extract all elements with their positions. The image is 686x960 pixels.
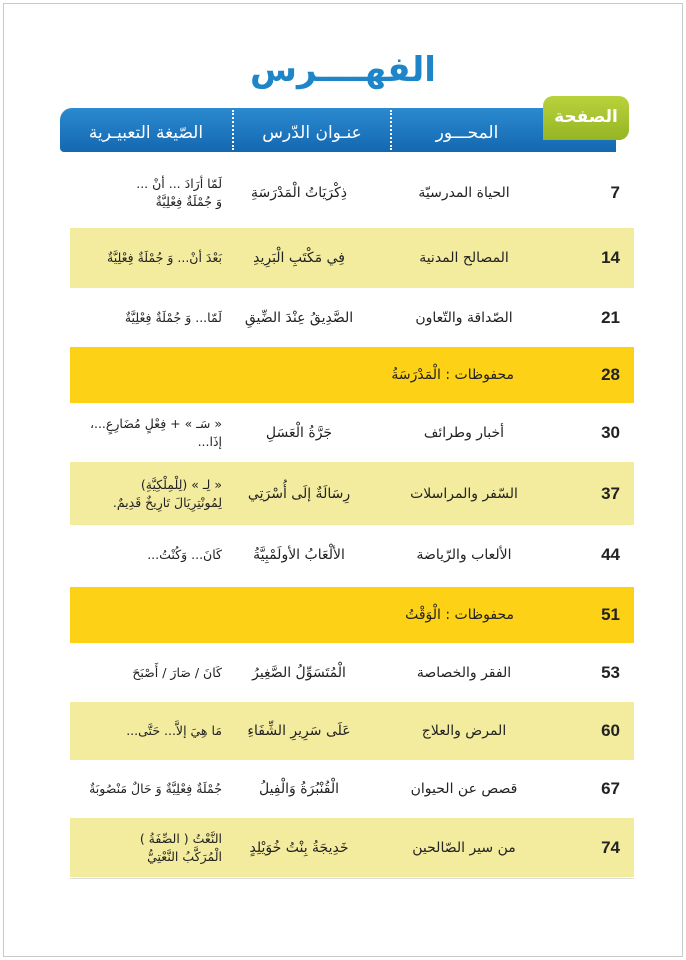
page-number: 30 <box>601 422 620 442</box>
lesson-title: الْقُنْبُرَةُ وَالْفِيلُ <box>258 780 340 797</box>
header-lesson: عنـوان الدّرس <box>262 123 362 143</box>
expression-form <box>70 818 222 877</box>
expression-form <box>70 527 222 583</box>
page-number: 37 <box>601 483 620 503</box>
toc-row <box>70 160 634 226</box>
mahfouzat-title: محفوظات : الْوَقْتُ <box>405 607 514 623</box>
expression-line: لِمُونْتِرِيَالَ تَارِيخٌ قَدِيمٌ. <box>112 494 222 510</box>
page-number: 21 <box>601 307 620 327</box>
lesson-title: فِي مَكْتَبِ الْبَرِيدِ <box>253 250 345 266</box>
lesson-title: عَلَى سَرِيرِ الشِّفَاءِ <box>247 723 351 739</box>
expression-form <box>70 290 222 345</box>
expression-form <box>70 404 222 461</box>
lesson-title: الألْعَابُ الأولَمْبِيَّةُ <box>253 547 345 563</box>
expression-line: لَمّا... وَ جُمْلَةٌ فِعْلِيَّةٌ <box>124 309 222 325</box>
lesson-title: جَرَّةُ الْعَسَلِ <box>265 424 333 441</box>
axis-name: من سير الصّالحين <box>412 839 516 856</box>
page-number: 51 <box>601 605 620 624</box>
page-number: 14 <box>601 248 620 267</box>
axis-name: الصّداقة والتّعاون <box>415 309 513 326</box>
toc-row <box>70 702 634 760</box>
page-number: 44 <box>601 545 620 564</box>
mahfouzat-title: محفوظات : الْمَدْرَسَةُ <box>391 367 514 383</box>
toc-row <box>70 645 634 700</box>
axis-name: الألعاب والرّياضة <box>416 547 512 563</box>
toc-row <box>70 762 634 815</box>
expression-line: وَ جُمْلَةٌ فِعْلِيَّةٌ <box>155 194 222 209</box>
page-title: الفهــــرس <box>250 50 436 90</box>
toc-row <box>70 527 634 583</box>
axis-name: أخبار وطرائف <box>423 424 505 441</box>
expression-line: كَانَ / صَارَ / أَصْبَحَ <box>132 664 222 680</box>
expression-form <box>70 702 222 760</box>
lesson-title: خَدِيجَةُ بِنْتُ خُوَيْلِدٍ <box>249 839 349 856</box>
axis-name: الفقر والخصاصة <box>416 664 512 681</box>
axis-name: المرض والعلاج <box>421 723 507 739</box>
expression-line: جُمْلَةٌ فِعْلِيَّةٌ وَ حَالٌ مَنْصُوبَةٌ <box>89 780 222 796</box>
page-number: 67 <box>601 778 620 798</box>
expression-line: « لِـ » (لِلْمِلْكِيَّةِ) <box>140 476 222 492</box>
table-bottom-rule <box>70 878 634 879</box>
toc-row-mahfouzat <box>70 347 634 403</box>
expression-line: إذَا... <box>197 433 222 449</box>
lesson-title: ذِكْرَيَاتُ الْمَدْرَسَةِ <box>251 185 348 201</box>
expression-line: الْمُرَكَّبُ النَّعْتِيُّ <box>147 848 222 864</box>
expression-line: « سَـ » + فِعْلٍ مُضَارِعٍ...، <box>89 415 222 431</box>
expression-form <box>70 645 222 700</box>
toc-row <box>70 228 634 288</box>
page-number: 28 <box>601 365 620 384</box>
expression-form <box>70 228 222 288</box>
page-number: 60 <box>601 721 620 740</box>
page-number: 74 <box>601 837 620 857</box>
expression-line: كَانَ... وَكُنْتُ... <box>147 547 222 562</box>
toc-row-mahfouzat <box>70 587 634 643</box>
toc-row <box>70 290 634 345</box>
expression-form <box>70 160 222 226</box>
lesson-title: الصَّدِيقُ عِنْدَ الضِّيقِ <box>244 309 354 326</box>
toc-row <box>70 818 634 877</box>
toc-row <box>70 462 634 525</box>
page-number: 53 <box>601 662 620 682</box>
axis-name: المصالح المدنية <box>419 250 509 266</box>
axis-name: السّفر والمراسلات <box>410 485 518 502</box>
header-expression: الصّيغة التعبيـرية <box>88 123 204 143</box>
expression-form <box>70 762 222 815</box>
expression-line: النَّعْتُ ( الصِّفَةُ ) <box>139 830 222 846</box>
header-axis: المحـــور <box>435 123 499 143</box>
expression-line: لَمّا أرَادَ ... أنْ ... <box>136 176 222 191</box>
axis-name: قصص عن الحيوان <box>410 780 518 797</box>
header-page-tab: الصفحة <box>543 96 629 140</box>
page-number: 7 <box>610 183 620 202</box>
axis-name: الحياة المدرسيّة <box>418 185 510 201</box>
toc-row <box>70 404 634 461</box>
expression-line: مَا هِيَ إلاَّ... حَتَّى... <box>126 723 222 738</box>
lesson-title: رِسَالَةٌ إلَى أُسْرَتِي <box>247 485 351 502</box>
expression-form <box>70 462 222 525</box>
lesson-title: الْمُتَسَوِّلُ الصَّغِيرُ <box>252 664 346 681</box>
expression-line: بَعْدَ أنْ... وَ جُمْلَةٌ فِعْلِيَّةٌ <box>107 250 222 265</box>
